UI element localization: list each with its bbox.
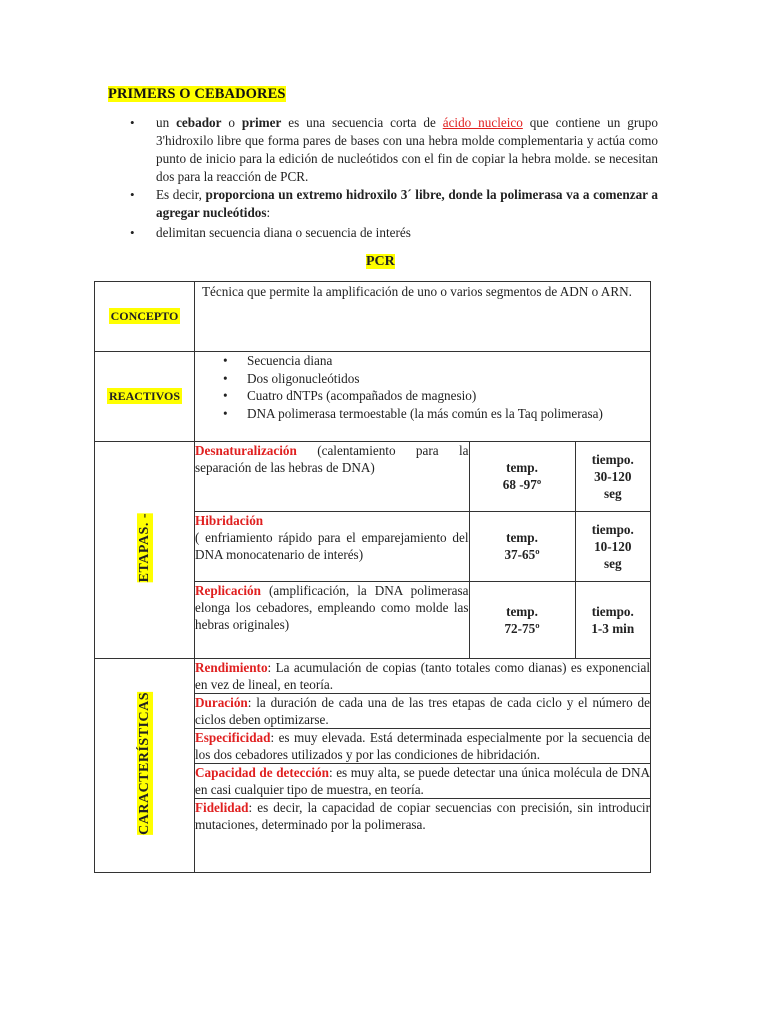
step-temp: temp. 72-75º bbox=[469, 581, 575, 658]
caracteristicas-inner-table bbox=[195, 659, 650, 833]
step-temp: temp. 68 -97º bbox=[469, 442, 575, 511]
step-time: tiempo. 30-120 seg bbox=[575, 442, 650, 511]
caracteristica-item: Fidelidad: es decir, la capacidad de copiar secuencias con precisión, sin introducir mutaciones, determinado por la polimerasa. bbox=[195, 800, 650, 832]
bullet-delimitan: • delimitan secuencia diana o secuencia de interés bbox=[130, 224, 658, 242]
pcr-heading: PCR bbox=[366, 254, 395, 269]
reactivo-item: • Dos oligonucleótidos bbox=[223, 370, 642, 388]
step-temp: temp. 37-65º bbox=[469, 511, 575, 581]
acido-nucleico-link[interactable]: ácido nucleico bbox=[442, 115, 523, 130]
step-row: Replicación (amplificación, la DNA polimerasa elonga los cebadores, empleando como molde las hebras originales) temp. 72-75º tiempo. 1-3 min bbox=[195, 581, 650, 658]
concepto-row bbox=[95, 282, 651, 352]
step-row: Desnaturalización (calentamiento para la separación de las hebras de DNA) temp. 68 -97º tiempo. 30-120 seg bbox=[195, 442, 650, 511]
bullet-definition: • un cebador o primer es una secuencia corta de ácido nucleico que contiene un grupo 3'hidroxilo libre que forma pares de bases con una hebra molde complementaria y actúa como punto de inicio para la edición de nucleótidos con el fin de copiar la hebra molde. se necesitan dos para la reacción de PCR. bbox=[130, 114, 658, 186]
reactivo-item: • Cuatro dNTPs (acompañados de magnesio) bbox=[223, 387, 642, 405]
concepto-text: Técnica que permite la amplificación de uno o varios segmentos de ADN o ARN. bbox=[195, 282, 651, 352]
caracteristicas-label: CARACTERÍSTICAS bbox=[95, 659, 195, 873]
step-row: Hibridación ( enfriamiento rápido para el emparejamiento del DNA monocatenario de interés) temp. 37-65º tiempo. 10-120 seg bbox=[195, 511, 650, 581]
intro-bullet-list bbox=[130, 114, 658, 242]
caracteristicas-row bbox=[95, 659, 651, 873]
step-time: tiempo. 1-3 min bbox=[575, 581, 650, 658]
caracteristica-item: Capacidad de detección: es muy alta, se puede detectar una única molécula de DNA en casi cualquier tipo de muestra, en teoría. bbox=[195, 765, 651, 797]
etapas-steps bbox=[195, 442, 651, 659]
caracteristicas-list bbox=[195, 659, 651, 873]
etapas-row bbox=[95, 442, 651, 659]
reactivo-item: • DNA polimerasa termoestable (la más común es la Taq polimerasa) bbox=[223, 405, 642, 423]
reactivos-row bbox=[95, 352, 651, 442]
caracteristica-item: Especificidad: es muy elevada. Está determinada especialmente por la secuencia de los dos cebadores utilizados y por las condiciones de hibridación. bbox=[195, 730, 650, 762]
pcr-table bbox=[94, 281, 651, 873]
step-time: tiempo. 10-120 seg bbox=[575, 511, 650, 581]
reactivos-list bbox=[195, 352, 651, 442]
reactivo-item: • Secuencia diana bbox=[223, 352, 642, 370]
caracteristica-item: Duración: la duración de cada una de las tres etapas de cada ciclo y el número de ciclos deben optimizarse. bbox=[195, 695, 650, 727]
concepto-label: CONCEPTO bbox=[95, 282, 195, 352]
page-title: PRIMERS O CEBADORES bbox=[108, 86, 286, 102]
etapas-label: ETAPAS. - bbox=[95, 442, 195, 659]
bullet-es-decir: • Es decir, proporciona un extremo hidroxilo 3´ libre, donde la polimerasa va a comenzar a agregar nucleótidos: bbox=[130, 186, 658, 222]
caracteristica-item: Rendimiento: La acumulación de copias (tanto totales como dianas) es exponencial en vez de lineal, en teoría. bbox=[195, 660, 650, 692]
reactivos-label: REACTIVOS bbox=[95, 352, 195, 442]
etapas-inner-table bbox=[195, 442, 650, 658]
